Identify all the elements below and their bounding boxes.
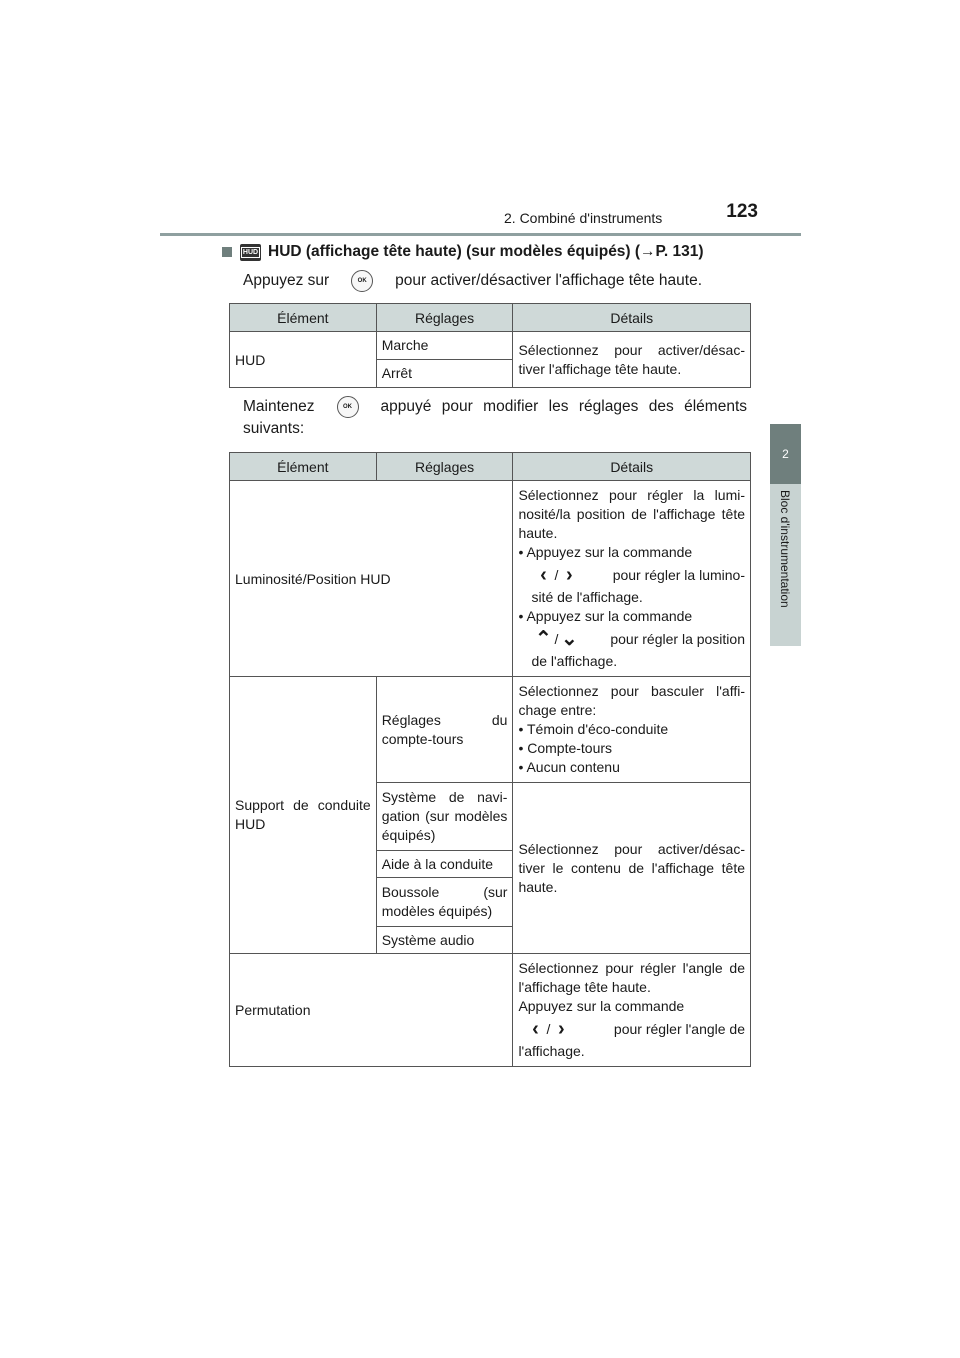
cell-details: Sélectionnez pour activer/désac-tiver le contenu de l'affichage tête haute. xyxy=(513,783,751,954)
cell-setting: Boussole (sur modèles équipés) xyxy=(376,878,513,927)
table-row xyxy=(230,481,751,677)
page-header xyxy=(500,199,800,233)
cell-setting: Arrêt xyxy=(376,360,513,388)
header-rule xyxy=(160,233,801,236)
settings-table-1 xyxy=(229,303,751,388)
cell-setting: Système audio xyxy=(376,927,513,954)
cell-item: HUD xyxy=(230,332,377,388)
page-number: 123 xyxy=(726,201,758,222)
cell-item: Support de conduite HUD xyxy=(230,677,377,954)
hold-paragraph: Maintenez OK appuyé pour modifier les réglages des éléments suivants: xyxy=(243,396,747,440)
cell-setting: Réglages du compte-tours xyxy=(376,677,513,783)
col-header-element: Élément xyxy=(230,304,377,332)
chapter-tab-label: Bloc d'instrumentation xyxy=(778,490,792,608)
chevron-left-icon: ‹ xyxy=(540,564,547,586)
table-header-row xyxy=(230,304,751,332)
intro-paragraph: Appuyez sur OK pour activer/désactiver l'affichage tête haute. xyxy=(243,270,702,292)
col-header-settings: Réglages xyxy=(376,304,513,332)
chevron-up-icon: ⌃ xyxy=(535,628,552,650)
table-row xyxy=(230,332,751,360)
cell-details: Sélectionnez pour régler l'angle de l'affichage tête haute. Appuyez sur la commande ‹ / › pour régler l'angle de l'affichage. xyxy=(513,954,751,1067)
chevron-right-icon: › xyxy=(565,564,573,586)
ok-button-icon: OK xyxy=(337,396,359,418)
section-title xyxy=(222,243,704,261)
hud-icon: HUD xyxy=(240,244,261,261)
section-title-text: HUD (affichage tête haute) (sur modèles équipés) (→P. 131) xyxy=(268,243,704,260)
table-row xyxy=(230,677,751,783)
table-row xyxy=(230,954,751,1067)
cell-setting: Système de navi-gation (sur modèles équipés) xyxy=(376,783,513,851)
cell-item: Permutation xyxy=(230,954,513,1067)
section-bullet-icon xyxy=(222,247,232,257)
col-header-settings: Réglages xyxy=(376,453,513,481)
cell-setting: Aide à la conduite xyxy=(376,851,513,878)
chevron-down-icon: ⌄ xyxy=(560,628,578,650)
cell-details: Sélectionnez pour activer/désac-tiver l'affichage tête haute. xyxy=(513,332,751,388)
cell-details: Sélectionnez pour basculer l'affi-chage entre: • Témoin d'éco-conduite • Compte-tours • Aucun contenu xyxy=(513,677,751,783)
cell-item: Luminosité/Position HUD xyxy=(230,481,513,677)
cell-details: Sélectionnez pour régler la lumi-nosité/la position de l'affichage tête haute. • Appuyez sur la commande ‹ / › pour régler la lumino- sité de l'affichage. • Appuyez sur la commande ⌃ / ⌄ pour régler la position de l'affichage. xyxy=(513,481,751,677)
table-header-row xyxy=(230,453,751,481)
chapter-title: 2. Combiné d'instruments xyxy=(504,210,663,226)
col-header-details: Détails xyxy=(513,304,751,332)
settings-table-2 xyxy=(229,452,751,1067)
chapter-tab: 2 xyxy=(770,424,801,484)
col-header-element: Élément xyxy=(230,453,377,481)
chevron-right-icon: › xyxy=(557,1018,565,1040)
ok-button-icon: OK xyxy=(351,270,373,292)
col-header-details: Détails xyxy=(513,453,751,481)
cell-setting: Marche xyxy=(376,332,513,360)
chevron-left-icon: ‹ xyxy=(532,1018,539,1040)
